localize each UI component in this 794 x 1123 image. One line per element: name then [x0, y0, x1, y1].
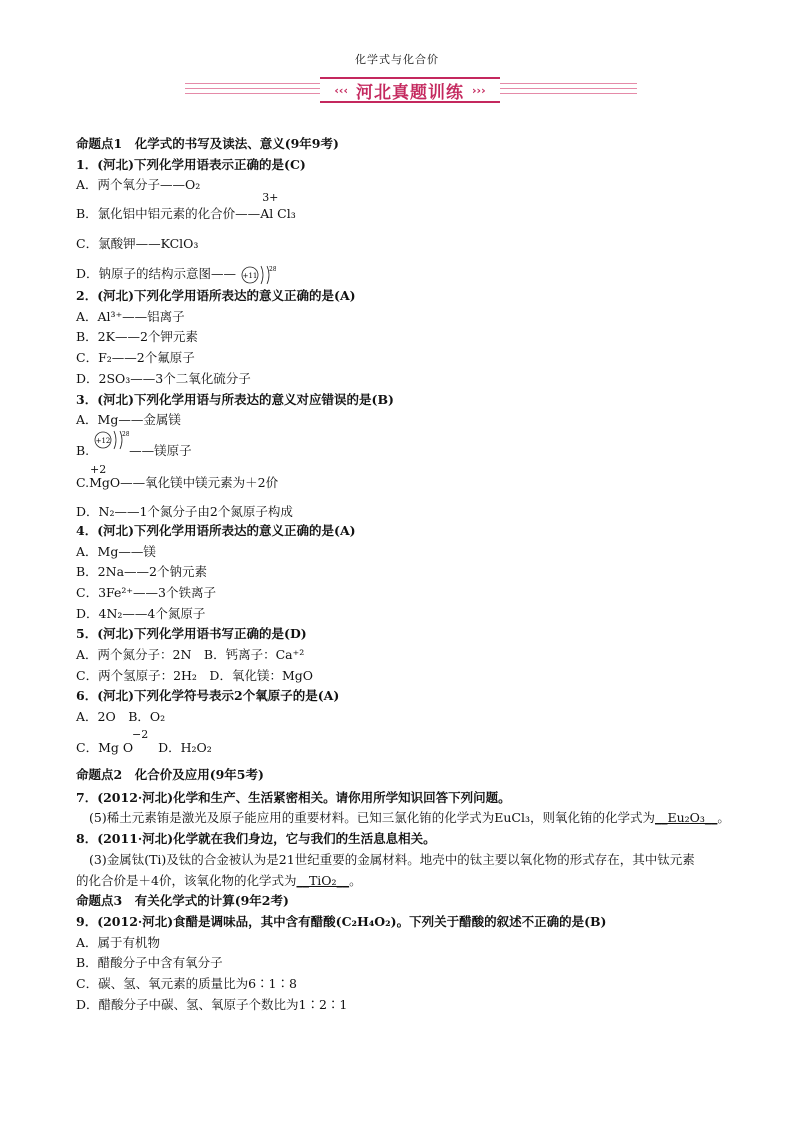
valence-mark: +2: [90, 462, 107, 476]
paragraph-text: (3)金属钛(Ti)及钛的合金被认为是21世纪重要的金属材料。地壳中的钛主要以氧化物的形式存在，其中钛元素: [89, 851, 695, 867]
option-c-text: C.MgO——氧化镁中镁元素为＋2价: [76, 474, 279, 490]
question-stem: 9．(2012·河北)食醋是调味品，其中含有醋酸(C₂H₄O₂)。下列关于醋酸的叙述不正确的是(B): [76, 913, 607, 929]
option-cd: C．两个氢原子：2H₂ D．氧化镁：MgO: [76, 667, 314, 683]
answer-blank: __Eu₂O₃__: [654, 810, 718, 826]
answer-blank: __TiO₂__: [296, 872, 350, 888]
banner-line: [185, 88, 323, 89]
option-a: A．Mg——金属镁: [76, 412, 181, 428]
sodium-atom-diagram-icon: [240, 262, 276, 288]
question-stem: 7．(2012·河北)化学和生产、生活紧密相关。请你用所学知识回答下列问题。: [76, 789, 511, 805]
option-b-text: B．氯化铝中铝元素的化合价——: [76, 206, 261, 222]
section-heading: 命题点2 化合价及应用(9年5考): [76, 766, 264, 782]
option-c: C．氯酸钾——KClO₃: [76, 236, 199, 252]
question-stem: 3．(河北)下列化学用语与所表达的意义对应错误的是(B): [76, 391, 394, 407]
section-heading: 命题点1 化学式的书写及读法、意义(9年9考): [76, 136, 339, 151]
option-b: [76, 191, 756, 226]
option-a: A．Mg——镁: [76, 543, 156, 559]
option-d: D．醋酸分子中碳、氢、氧原子个数比为1∶2∶1: [76, 996, 348, 1012]
option-b: [76, 431, 756, 465]
question-paragraph: [76, 850, 756, 891]
magnesium-atom-diagram-icon: [93, 425, 129, 455]
shell-labels: 28: [269, 265, 277, 273]
question-stem: 6．(河北)下列化学符号表示2个氧原子的是(A): [76, 688, 340, 704]
option-a: A．两个氧分子——O₂: [76, 177, 201, 193]
paragraph-end: 。: [349, 872, 362, 888]
option-d: D．4N₂——4个氮原子: [76, 605, 206, 621]
option-b: B．2K——2个钾元素: [76, 329, 198, 345]
question-stem: 8．(2011·河北)化学就在我们身边，它与我们的生活息息相关。: [76, 831, 436, 847]
option-b-label: B.: [76, 442, 90, 458]
question-paragraph: [76, 808, 756, 829]
valence-mark: 3+: [262, 191, 279, 205]
question-stem: 4．(河北)下列化学用语所表达的意义正确的是(A): [76, 522, 356, 538]
paragraph-end: 。: [717, 810, 730, 826]
option-ab: A．两个氮分子：2N B．钙离子：Ca⁺²: [76, 647, 305, 662]
banner-line: [185, 93, 323, 94]
banner-line: [185, 83, 323, 84]
option-d: D．N₂——1个氮分子由2个氮原子构成: [76, 503, 293, 519]
paragraph-text: 的化合价是＋4价，该氧化物的化学式为: [76, 872, 297, 888]
option-a: A．Al³⁺——铝离子: [76, 308, 185, 324]
option-cd: [76, 728, 756, 762]
option-d: [76, 256, 756, 286]
section-heading: 命题点3 有关化学式的计算(9年2考): [76, 893, 289, 909]
shell-labels: 28: [122, 430, 130, 438]
paragraph-text: (5)稀土元素铕是激光及原子能应用的重要材料。已知三氯化铕的化学式为EuCl₃，则氧化铕的化学式为: [89, 810, 655, 826]
option-c: [76, 462, 756, 495]
question-stem: 5．(河北)下列化学用语书写正确的是(D): [76, 626, 307, 642]
option-b: B．2Na——2个钠元素: [76, 564, 207, 580]
option-b: B．醋酸分子中含有氧分子: [76, 955, 223, 971]
exercise-content: [76, 134, 756, 1015]
banner-line: [499, 83, 637, 84]
nucleus-label: +11: [242, 271, 258, 280]
option-d-text: D．钠原子的结构示意图——: [76, 266, 237, 282]
banner-line: [499, 88, 637, 89]
banner-left-arrows: ‹‹‹: [334, 83, 348, 97]
option-c: C．碳、氢、氧元素的质量比为6∶1∶8: [76, 975, 297, 991]
banner-title: 河北真题训练: [356, 82, 464, 103]
option-b-text: ——镁原子: [129, 442, 192, 458]
option-a: A．属于有机物: [76, 934, 161, 950]
valence-mark: −2: [132, 727, 149, 741]
question-stem: 1．(河北)下列化学用语表示正确的是(C): [76, 156, 306, 172]
banner-box: [320, 77, 500, 103]
option-c: C．F₂——2个氟原子: [76, 350, 195, 366]
option-ab: A．2O B．O₂: [76, 709, 166, 725]
banner-line: [499, 93, 637, 94]
option-c: C．3Fe²⁺——3个铁离子: [76, 584, 216, 600]
banner-right-arrows: ›››: [472, 83, 486, 97]
option-d: D．2SO₃——3个二氧化硫分子: [76, 370, 251, 386]
chemical-formula: Al Cl₃: [260, 206, 296, 222]
section-banner: [185, 77, 637, 101]
question-stem: 2．(河北)下列化学用语所表达的意义正确的是(A): [76, 288, 356, 304]
page-header-title: 化学式与化合价: [355, 53, 439, 66]
nucleus-label: +12: [95, 436, 111, 445]
option-cd-text: C．Mg O D．H₂O₂: [76, 739, 212, 755]
